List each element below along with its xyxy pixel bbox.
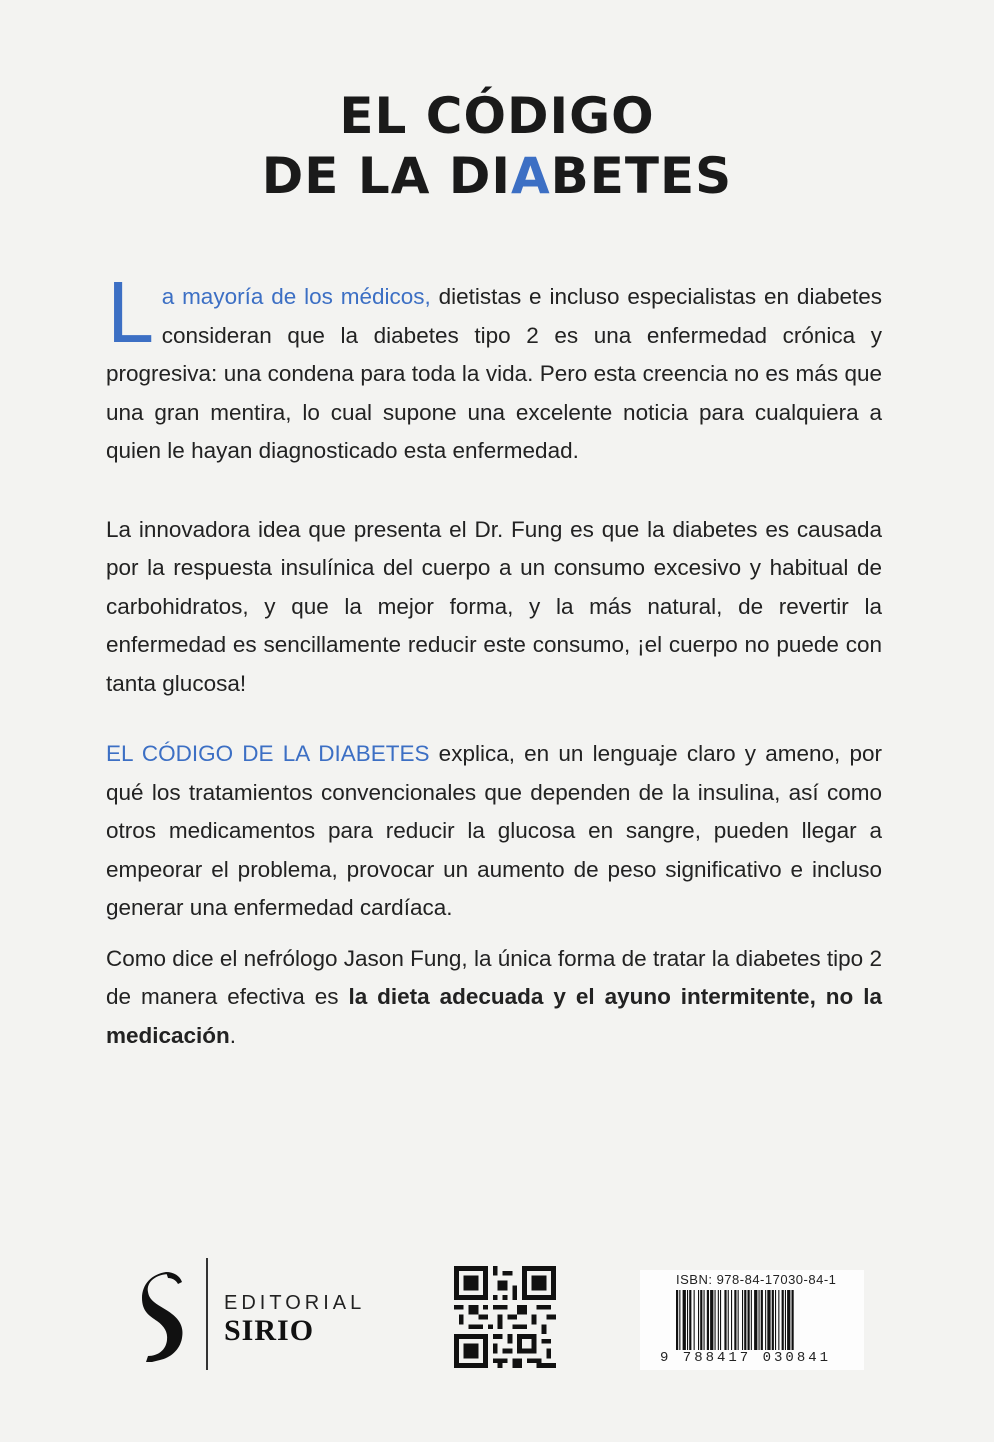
publisher-logo <box>140 1258 380 1368</box>
paragraph-1-highlight: a mayoría de los médicos, <box>161 284 431 309</box>
barcode-panel <box>640 1270 864 1370</box>
isbn-label: ISBN: 978-84-17030-84-1 <box>676 1272 837 1287</box>
publisher-line-2: SIRIO <box>224 1314 315 1347</box>
logo-divider <box>206 1258 208 1370</box>
qr-code-icon <box>452 1266 558 1368</box>
publisher-line-1: EDITORIAL <box>224 1292 366 1314</box>
title-line-2: DE LA DIABETES <box>261 147 733 205</box>
paragraph-3: EL CÓDIGO DE LA DIABETES explica, en un lenguaje claro y ameno, por qué los tratamientos convencionales que dependen de la insulina, así como otros medicamentos para reducir la glucosa en sangre, pueden llegar a empeorar el problema, provocar un aumento de peso significativo e incluso generar una enfermedad cardíaca. <box>106 741 882 920</box>
drop-cap: L <box>106 267 152 362</box>
swan-s-icon <box>140 1272 192 1364</box>
barcode-icon <box>676 1290 842 1350</box>
paragraph-1: La mayoría de los médicos, dietistas e incluso especialistas en diabetes consideran que la diabetes tipo 2 es una enfermedad crónica y progresiva: una condena para toda la vida. Pero esta creencia no es más que una gran mentira, lo cual supone una excelente noticia para cualquiera a quien le hayan diagnosticado esta enfermedad. <box>106 267 882 463</box>
book-title <box>0 86 994 206</box>
barcode-digits: 9 788417 030841 <box>660 1350 832 1366</box>
paragraph-4: Como dice el nefrólogo Jason Fung, la única forma de tratar la diabetes tipo 2 de manera efectiva es la dieta adecuada y el ayuno intermitente, no la medicación. <box>106 945 882 1048</box>
paragraph-3-highlight: EL CÓDIGO DE LA DIABETES <box>106 741 430 766</box>
title-accent-letter: A <box>510 147 551 205</box>
back-cover-text <box>106 267 882 1055</box>
title-line-1: EL CÓDIGO <box>339 87 655 145</box>
paragraph-4-bold: la dieta adecuada y el ayuno intermitente, no la medicación <box>106 984 882 1048</box>
paragraph-2: La innovadora idea que presenta el Dr. Fung es que la diabetes es causada por la respuesta insulínica del cuerpo a un consumo excesivo y habitual de carbohidratos, y que la mejor forma, y la más natural, de revertir la enfermedad es sencillamente reducir este consumo, ¡el cuerpo no puede con tanta glucosa! <box>106 516 882 696</box>
